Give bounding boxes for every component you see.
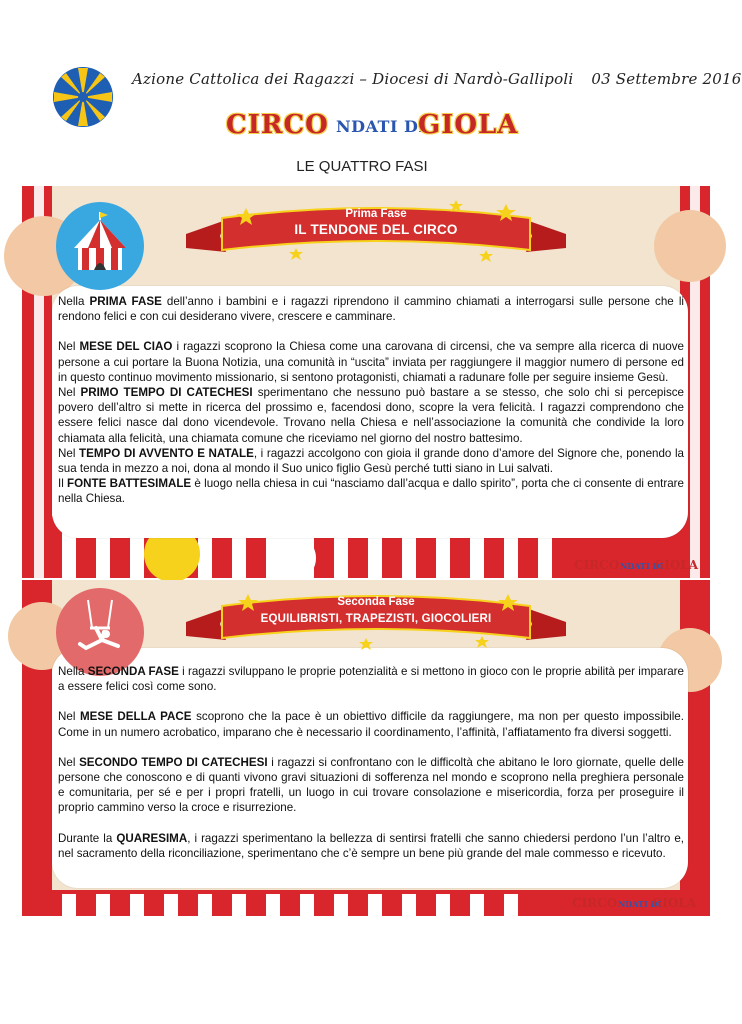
paragraph-mese-della-pace: Nel MESE DELLA PACE scoprono che la pace è un obiettivo difficile da raggiungere, ma non per questo impossibile. Come in un numero acrobatico, imparano che è necessario il coordinamento, l’affinità, l’affiatamento fra diversi soggetti. bbox=[58, 710, 684, 739]
circo-small-logo: CIRCO NDATI DI GIOLA bbox=[574, 558, 699, 572]
circus-tent-icon bbox=[56, 202, 144, 290]
acr-logo bbox=[52, 66, 114, 128]
paragraph-prima-fase: Nella PRIMA FASE dell’anno i bambini e i ragazzi riprendono il cammino chiamati a interrogarsi sulle persone che li rendono felici e con cui desiderano vivere, crescere e camminare. bbox=[58, 295, 684, 324]
logo-part-1: CIRCO bbox=[226, 110, 329, 140]
header-org: Azione Cattolica dei Ragazzi – Diocesi di Nardò-Gallipoli bbox=[132, 70, 574, 88]
paragraph-avvento: Nel TEMPO DI AVVENTO E NATALE, i ragazzi accolgono con gioia il grande dono d’amore del Signore che, ponendo la sua tenda in mezzo a noi, dona al mondo il Suo unico figlio Gesù perché tutti siano in Lui salvati. bbox=[58, 446, 685, 476]
circo-logo bbox=[226, 108, 519, 146]
phase-title: IL TENDONE DEL CIRCO bbox=[294, 222, 458, 237]
header-title bbox=[132, 70, 742, 88]
section-seconda-fase bbox=[22, 580, 710, 916]
header-date: 03 Settembre 2016 bbox=[591, 70, 742, 88]
phase-label: Prima Fase bbox=[345, 208, 407, 220]
circo-small-logo: CIRCO NDATI DI GIOLA bbox=[572, 896, 697, 910]
phase-text bbox=[58, 664, 684, 861]
paragraph-secondo-tempo: Nel SECONDO TEMPO DI CATECHESI i ragazzi si confrontano con le difficoltà che abitano le loro giornate, quelle delle persone che conoscono e di quanti vivono gravi situazioni di sofferenza nel mondo e scoprono nella preghiera personale e comunitaria, per sé e per i propri fratelli, un luogo in cui trovare consolazione e misericordia, forza per proseguire il proprio cammino verso la croce e risurrezione. bbox=[58, 755, 685, 815]
phase-text bbox=[58, 294, 684, 507]
paragraph-quaresima: Durante la QUARESIMA, i ragazzi sperimentano la bellezza di sentirsi fratelli che sanno chiedersi perdono l’un l’altro e, nel sacramento della riconciliazione, sperimentano che c’è sempre un bene più grande del male commesso e ricevuto. bbox=[58, 831, 684, 860]
paragraph-seconda-fase: Nella SECONDA FASE i ragazzi sviluppano le proprie potenzialità e si mettono in gioco con le proprie abilità per imparare a essere felici così come sono. bbox=[58, 665, 684, 694]
phase-label: Seconda Fase bbox=[337, 596, 415, 608]
section-prima-fase bbox=[22, 186, 710, 578]
paragraph-primo-tempo: Nel PRIMO TEMPO DI CATECHESI sperimentano che nessuno può bastare a se stesso, che solo chi si percepisce povero dell’altro si mette in ricerca del prossimo e, facendosi dono, scopre la vera felicità. I ragazzi comprendono che essere felici nasce dal dono vicendevole. Trovano nella Chiesa e nell’associazione la comunità che condivide la loro chiamata alla felicità, una chiamata comune che riceviamo nel giorno del nostro battesimo. bbox=[58, 386, 684, 445]
page-title: LE QUATTRO FASI bbox=[296, 158, 428, 175]
phase-title: EQUILIBRISTI, TRAPEZISTI, GIOCOLIERI bbox=[260, 613, 492, 625]
logo-part-2: NDATI DI bbox=[336, 117, 427, 136]
paragraph-fonte: Il FONTE BATTESIMALE è luogo nella chiesa in cui “nasciamo dall’acqua e dallo spirito”, porta che ci consente di entrare nella Chiesa. bbox=[58, 477, 684, 506]
phase-banner bbox=[186, 586, 566, 656]
trapeze-artist-icon bbox=[56, 588, 144, 676]
paragraph-mese-del-ciao: Nel MESE DEL CIAO i ragazzi scoprono la Chiesa come una carovana di circensi, che va sempre alla ricerca di nuove persone a cui portare la Buona Notizia, una comunità in “uscita” inviata per raggiungere il maggior numero di persone ed in questo continuo movimento missionario, si sentono protagonisti, chiamati a radunare folle per seguire insieme Gesù. bbox=[58, 340, 684, 384]
phase-banner bbox=[186, 198, 566, 268]
logo-part-3: GIOLA bbox=[418, 110, 519, 140]
